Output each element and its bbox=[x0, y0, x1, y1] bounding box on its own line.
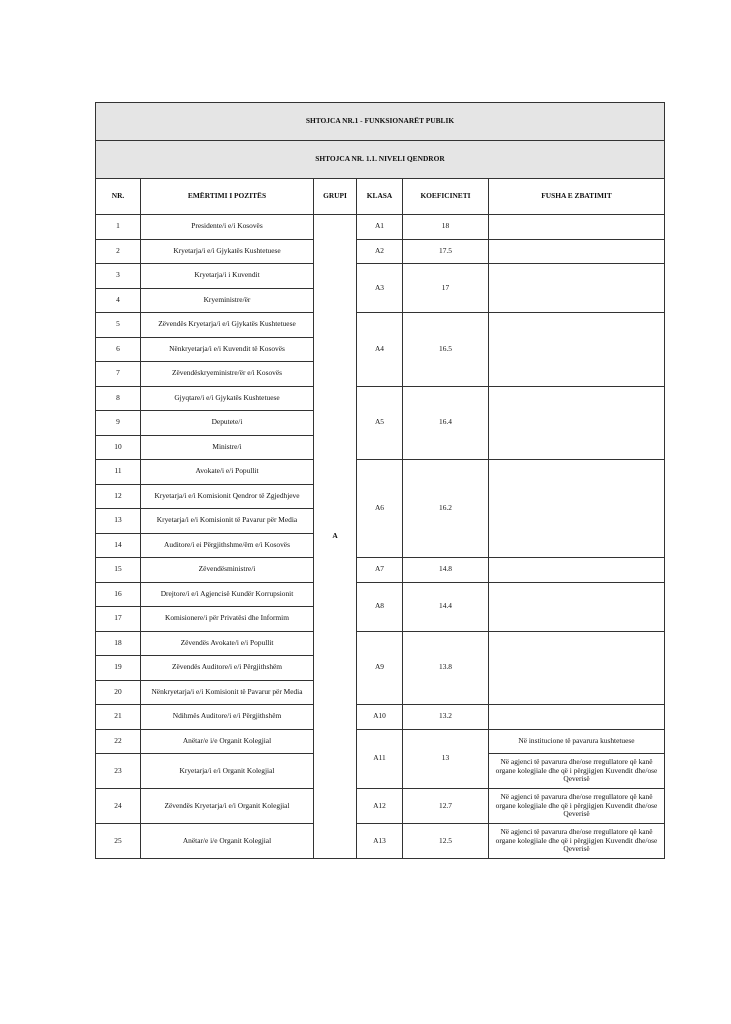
table-row bbox=[96, 729, 665, 754]
header-klasa: KLASA bbox=[357, 179, 403, 215]
coefficient-cell: 14.4 bbox=[403, 582, 489, 631]
position-name: Deputete/i bbox=[141, 411, 314, 436]
position-name: Gjyqtare/i e/i Gjykatës Kushtetuese bbox=[141, 386, 314, 411]
annex-table bbox=[95, 102, 665, 859]
position-name: Kryetarja/i e/i Gjykatës Kushtetuese bbox=[141, 239, 314, 264]
position-name: Zëvendës Auditore/i e/i Përgjithshëm bbox=[141, 656, 314, 681]
position-name: Nënkryetarja/i e/i Komisionit të Pavarur për Media bbox=[141, 680, 314, 705]
row-number: 4 bbox=[96, 288, 141, 313]
row-number: 17 bbox=[96, 607, 141, 632]
row-number: 25 bbox=[96, 824, 141, 859]
scope-cell: Në institucione të pavarura kushtetuese bbox=[489, 729, 665, 754]
class-cell: A11 bbox=[357, 729, 403, 789]
table-row bbox=[96, 460, 665, 485]
group-cell: A bbox=[314, 215, 357, 859]
table-row bbox=[96, 386, 665, 411]
header-fusha: FUSHA E ZBATIMIT bbox=[489, 179, 665, 215]
class-cell: A5 bbox=[357, 386, 403, 460]
scope-cell bbox=[489, 313, 665, 387]
row-number: 10 bbox=[96, 435, 141, 460]
scope-cell bbox=[489, 582, 665, 631]
position-name: Zëvendës Avokate/i e/i Popullit bbox=[141, 631, 314, 656]
coefficient-cell: 17 bbox=[403, 264, 489, 313]
row-number: 8 bbox=[96, 386, 141, 411]
header-koeficineti: KOEFICINETI bbox=[403, 179, 489, 215]
class-cell: A9 bbox=[357, 631, 403, 705]
row-number: 9 bbox=[96, 411, 141, 436]
coefficient-cell: 16.5 bbox=[403, 313, 489, 387]
class-cell: A7 bbox=[357, 558, 403, 583]
table-row bbox=[96, 631, 665, 656]
row-number: 3 bbox=[96, 264, 141, 289]
scope-cell: Në agjenci të pavarura dhe/ose rregullatore që kanë organe kolegjiale dhe që i përgjigjen Kuvendit dhe/ose Qeverisë bbox=[489, 824, 665, 859]
class-cell: A6 bbox=[357, 460, 403, 558]
position-name: Kryetarja/i i Kuvendit bbox=[141, 264, 314, 289]
position-name: Anëtar/e i/e Organit Kolegjial bbox=[141, 824, 314, 859]
position-name: Zëvendës Kryetarja/i e/i Gjykatës Kushtetuese bbox=[141, 313, 314, 338]
scope-cell bbox=[489, 215, 665, 240]
scope-cell bbox=[489, 264, 665, 313]
coefficient-cell: 16.2 bbox=[403, 460, 489, 558]
table-row bbox=[96, 215, 665, 240]
table-row bbox=[96, 239, 665, 264]
row-number: 21 bbox=[96, 705, 141, 730]
row-number: 16 bbox=[96, 582, 141, 607]
coefficient-cell: 17.5 bbox=[403, 239, 489, 264]
position-name: Drejtore/i e/i Agjencisë Kundër Korrupsionit bbox=[141, 582, 314, 607]
scope-cell bbox=[489, 705, 665, 730]
scope-cell: Në agjenci të pavarura dhe/ose rregullatore që kanë organe kolegjiale dhe që i përgjigjen Kuvendit dhe/ose Qeverisë bbox=[489, 754, 665, 789]
row-number: 11 bbox=[96, 460, 141, 485]
table-row bbox=[96, 582, 665, 607]
class-cell: A12 bbox=[357, 789, 403, 824]
class-cell: A2 bbox=[357, 239, 403, 264]
position-name: Anëtar/e i/e Organit Kolegjial bbox=[141, 729, 314, 754]
position-name: Kryetarja/i e/i Komisionit të Pavarur për Media bbox=[141, 509, 314, 534]
annex-title: SHTOJCA NR.1 - FUNKSIONARËT PUBLIK bbox=[96, 103, 665, 141]
scope-cell bbox=[489, 460, 665, 558]
position-name: Kryetarja/i e/i Komisionit Qendror të Zgjedhjeve bbox=[141, 484, 314, 509]
position-name: Nënkryetarja/i e/i Kuvendit të Kosovës bbox=[141, 337, 314, 362]
row-number: 2 bbox=[96, 239, 141, 264]
class-cell: A13 bbox=[357, 824, 403, 859]
class-cell: A4 bbox=[357, 313, 403, 387]
annex-subtitle: SHTOJCA NR. 1.1. NIVELI QENDROR bbox=[96, 141, 665, 179]
scope-cell bbox=[489, 239, 665, 264]
row-number: 13 bbox=[96, 509, 141, 534]
scope-cell bbox=[489, 558, 665, 583]
table-row bbox=[96, 264, 665, 289]
position-name: Kryeministre/ër bbox=[141, 288, 314, 313]
position-name: Avokate/i e/i Popullit bbox=[141, 460, 314, 485]
class-cell: A8 bbox=[357, 582, 403, 631]
position-name: Ministre/i bbox=[141, 435, 314, 460]
position-name: Kryetarja/i e/i Organit Kolegjial bbox=[141, 754, 314, 789]
coefficient-cell: 18 bbox=[403, 215, 489, 240]
coefficient-cell: 16.4 bbox=[403, 386, 489, 460]
table-row bbox=[96, 558, 665, 583]
table-row bbox=[96, 824, 665, 859]
table-header-row bbox=[96, 179, 665, 215]
row-number: 18 bbox=[96, 631, 141, 656]
row-number: 12 bbox=[96, 484, 141, 509]
position-name: Zëvendës Kryetarja/i e/i Organit Kolegjial bbox=[141, 789, 314, 824]
coefficient-cell: 12.5 bbox=[403, 824, 489, 859]
position-name: Presidente/i e/i Kosovës bbox=[141, 215, 314, 240]
table-row bbox=[96, 313, 665, 338]
scope-cell bbox=[489, 386, 665, 460]
row-number: 1 bbox=[96, 215, 141, 240]
class-cell: A10 bbox=[357, 705, 403, 730]
class-cell: A3 bbox=[357, 264, 403, 313]
scope-cell bbox=[489, 631, 665, 705]
position-name: Ndihmës Auditore/i e/i Përgjithshëm bbox=[141, 705, 314, 730]
scope-cell: Në agjenci të pavarura dhe/ose rregullatore që kanë organe kolegjiale dhe që i përgjigjen Kuvendit dhe/ose Qeverisë bbox=[489, 789, 665, 824]
class-cell: A1 bbox=[357, 215, 403, 240]
coefficient-cell: 14.8 bbox=[403, 558, 489, 583]
table-row bbox=[96, 705, 665, 730]
coefficient-cell: 12.7 bbox=[403, 789, 489, 824]
row-number: 7 bbox=[96, 362, 141, 387]
coefficient-cell: 13 bbox=[403, 729, 489, 789]
row-number: 23 bbox=[96, 754, 141, 789]
row-number: 19 bbox=[96, 656, 141, 681]
coefficient-cell: 13.8 bbox=[403, 631, 489, 705]
row-number: 6 bbox=[96, 337, 141, 362]
position-name: Komisionere/i për Privatësi dhe Informim bbox=[141, 607, 314, 632]
position-name: Auditore/i ei Përgjithshme/ëm e/i Kosovës bbox=[141, 533, 314, 558]
header-grupi: GRUPI bbox=[314, 179, 357, 215]
row-number: 14 bbox=[96, 533, 141, 558]
coefficient-cell: 13.2 bbox=[403, 705, 489, 730]
position-name: Zëvendëskryeministre/ër e/i Kosovës bbox=[141, 362, 314, 387]
position-name: Zëvendësministre/i bbox=[141, 558, 314, 583]
header-nr: NR. bbox=[96, 179, 141, 215]
row-number: 5 bbox=[96, 313, 141, 338]
row-number: 22 bbox=[96, 729, 141, 754]
row-number: 15 bbox=[96, 558, 141, 583]
row-number: 20 bbox=[96, 680, 141, 705]
row-number: 24 bbox=[96, 789, 141, 824]
table-row bbox=[96, 789, 665, 824]
header-emertimi: EMËRTIMI I POZITËS bbox=[141, 179, 314, 215]
